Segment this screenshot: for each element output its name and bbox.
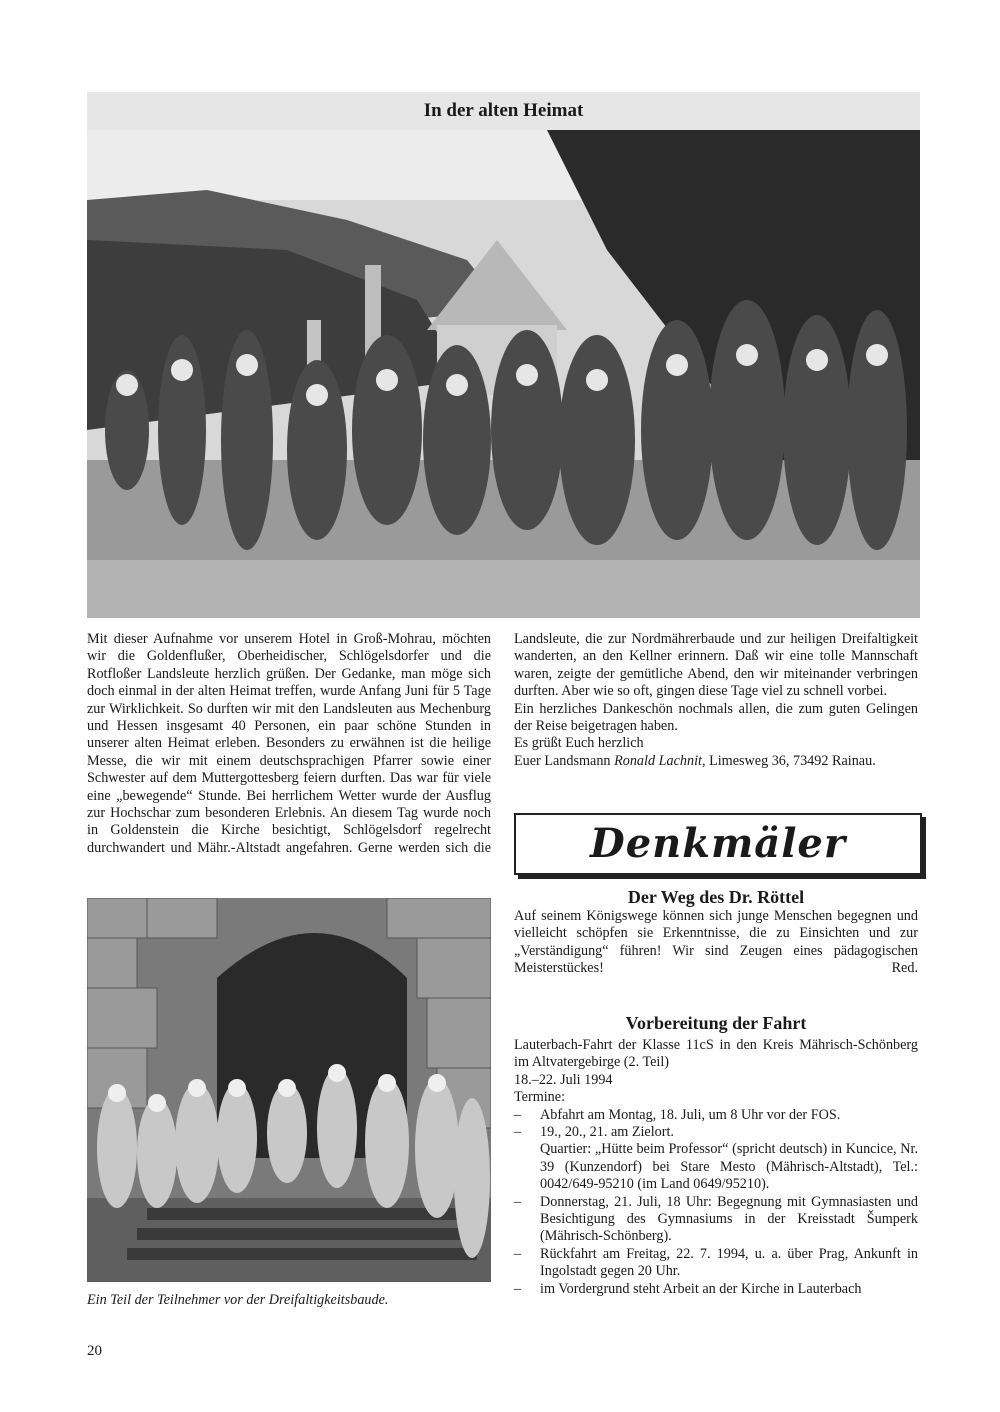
- signoff-name: Ronald Lachnit,: [614, 752, 706, 769]
- list-item-subtext: Quartier: „Hütte beim Professor“ (spricht deutsch) in Kuncice, Nr. 39 (Kunzendorf) bei Stare Mesto (Mährisch-Altstadt), Tel.: 0042/649-95210 (im Land 0649/95210).: [540, 1141, 918, 1193]
- list-item: [514, 1281, 918, 1298]
- list-item-text: Donnerstag, 21. Juli, 18 Uhr: Begegnung mit Gymnasiasten und Besichtigung des Gymnasiums in der Kreisstadt Šumperk (Mährisch-Schönberg).: [540, 1193, 918, 1245]
- group-photo-hotel: [87, 130, 920, 618]
- section-heading-fahrt: Vorbereitung der Fahrt: [625, 1013, 807, 1033]
- denkmaeler-banner: [514, 813, 922, 875]
- group-photo-hotel-image: [87, 130, 920, 618]
- article-paragraph: Mit dieser Aufnahme vor unserem Hotel in Groß-Mohrau, möchten wir die Goldenflußer, Oberheidischer, Schlögelsdorfer und die Rotfloßer Landsleute herzlich grüßen. Der Gedanke, man möge sich doch einmal in der alten Heimat treffen, wurde Anfang Juni für 5 Tage zur Wirklichkeit. So durften wir mit den Landsleuten aus Mechenburg und Hessen insgesamt 40 Personen, ein paar schöne Stunden in unserer alten Heimat erleben. Besonders zu erwähnen ist die heilige Messe, die wir mit einem deutschsprachigen Pfarrer sowie einer Schwester auf dem Muttergottesberg feiern durften. Das war für viele eine „bewegende“ Stunde. Bei herrlichem Wetter wurde der Ausflug zur Hochschar zum besonderen Erlebnis. An diesem Tag wurde noch in Goldenstein die Kirche besichtigt, Schlögelsdorf regelrecht durchwandert und Mähr.-Altstadt angefahren. Gerne werden sich die: [87, 631, 491, 856]
- list-dash: –: [514, 1280, 522, 1297]
- list-item-text: Rückfahrt am Freitag, 22. 7. 1994, u. a. über Prag, Ankunft in Ingolstadt gegen 20 Uhr.: [540, 1245, 918, 1280]
- page-number: 20: [87, 1343, 102, 1359]
- group-photo-church: [87, 898, 491, 1282]
- article-signoff: [514, 753, 918, 770]
- photo-caption: Ein Teil der Teilnehmer vor der Dreifaltigkeitsbaude.: [87, 1292, 389, 1308]
- section-roettel-text: Auf seinem Königswege können sich junge Menschen begegnen und vielleicht schöpfen sie Erkenntnisse, die zu Einsichten und zur „Verständigung“ führen! Wir sind Zeugen eines pädagogischen Meisterstückes!: [514, 908, 918, 977]
- article-column-right: [514, 631, 918, 770]
- fahrt-intro: Lauterbach-Fahrt der Klasse 11cS in den Kreis Mährisch-Schönberg im Altvatergebirge (2. Teil): [514, 1037, 918, 1071]
- denkmaeler-banner-title: Denkmäler: [590, 820, 846, 867]
- list-item: [514, 1107, 918, 1124]
- list-dash: –: [514, 1193, 522, 1210]
- section-title: In der alten Heimat: [423, 100, 584, 121]
- group-photo-church-image: [87, 898, 491, 1282]
- list-dash: –: [514, 1106, 522, 1123]
- fahrt-termine-label: Termine:: [514, 1089, 566, 1106]
- list-item: [514, 1194, 918, 1246]
- section-heading-roettel: Der Weg des Dr. Röttel: [627, 887, 805, 907]
- fahrt-dates: 18.–22. Juli 1994: [514, 1071, 613, 1088]
- signoff-address: Limesweg 36, 73492 Rainau.: [705, 752, 876, 769]
- article-thanks: Ein herzliches Dankeschön nochmals allen, die zum guten Gelingen der Reise beigetragen haben.: [514, 700, 918, 735]
- list-item-text: Abfahrt am Montag, 18. Juli, um 8 Uhr vor der FOS.: [540, 1106, 841, 1123]
- signoff-prefix: Euer Landsmann: [514, 752, 615, 769]
- section-fahrt-body: [514, 1037, 918, 1298]
- fahrt-termine-list: [514, 1107, 918, 1298]
- list-item: [514, 1246, 918, 1281]
- list-dash: –: [514, 1124, 522, 1141]
- article-column-left: [87, 631, 491, 857]
- article-paragraph-continued: Landsleute, die zur Nordmährerbaude und zur heiligen Dreifaltigkeit wanderten, an den Kellner erinnern. Daß wir eine tolle Mannschaft waren, zeigte der gemütliche Abend, den wir miteinander verbringen durften. Aber wie so oft, gingen diese Tage viel zu schnell vorbei.: [514, 631, 918, 700]
- section-header: [87, 92, 920, 130]
- list-dash: –: [514, 1245, 522, 1262]
- list-item-text: im Vordergrund steht Arbeit an der Kirche in Lauterbach: [540, 1280, 862, 1297]
- list-item: [514, 1124, 918, 1194]
- list-item-text: 19., 20., 21. am Zielort.: [540, 1124, 674, 1141]
- article-greeting: Es grüßt Euch herzlich: [514, 735, 644, 752]
- section-roettel-body: [514, 908, 918, 978]
- section-roettel-sign: Red.: [891, 960, 918, 977]
